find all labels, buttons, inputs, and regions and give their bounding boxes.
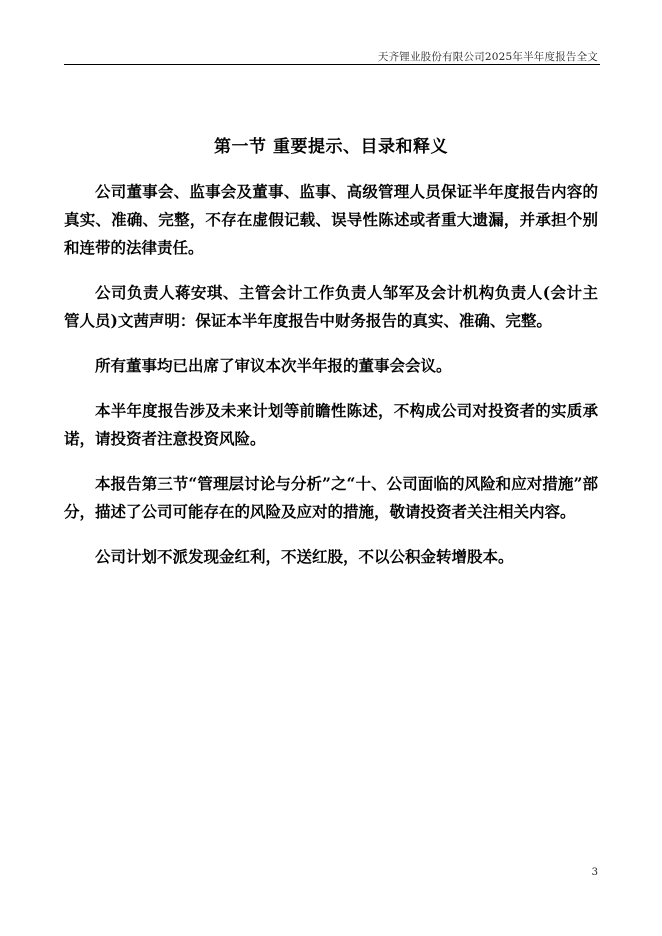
running-header: 天齐锂业股份有限公司2025年半年度报告全文 [377,51,598,63]
paragraph-dividend-plan: 公司计划不派发现金红利，不送红股，不以公积金转增股本。 [95,547,514,566]
paragraph-responsible-persons: 公司负责人蒋安琪、主管会计工作负责人邹军及会计机构负责人(会计主管人员)文茜声明：保证本半年度报告中财务报告的真实、准确、完整。 [64,283,598,330]
paragraph-board-guarantee: 公司董事会、监事会及董事、监事、高级管理人员保证半年度报告内容的真实、准确、完整，不存在虚假记载、误导性陈述或者重大遗漏，并承担个别和连带的法律责任。 [64,182,598,257]
header-divider [64,64,600,65]
section-title: 第一节 重要提示、目录和释义 [214,137,448,157]
paragraph-directors-attendance: 所有董事均已出席了审议本次半年报的董事会会议。 [95,356,452,375]
important-notice-body [64,178,598,588]
paragraph-risk-reference: 本报告第三节“管理层讨论与分析”之“十、公司面临的风险和应对措施”部分，描述了公司可能存在的风险及应对的措施，敬请投资者关注相关内容。 [64,474,598,521]
page-number: 3 [591,867,598,878]
paragraph-forward-looking: 本半年度报告涉及未来计划等前瞻性陈述，不构成公司对投资者的实质承诺，请投资者注意投资风险。 [64,401,598,448]
